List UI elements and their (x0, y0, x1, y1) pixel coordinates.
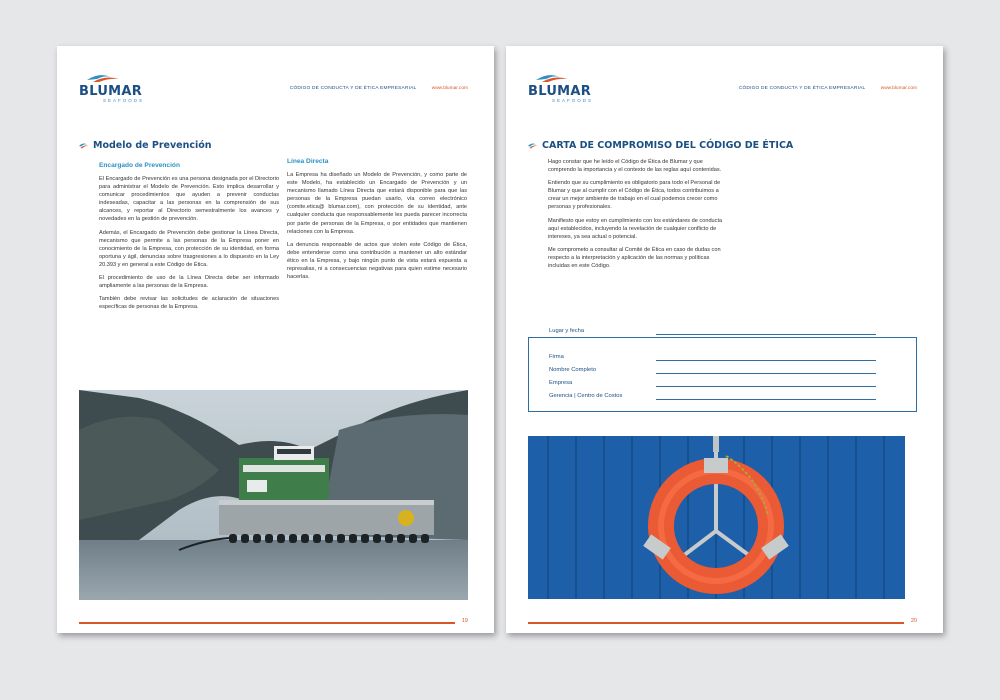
wave-bullet-icon (528, 142, 538, 149)
form-row-empresa (549, 380, 876, 390)
paragraph: La denuncia responsable de actos que violen este Código de Ética, debe entenderse como una contribución a mantener un alto estándar ético en la Empresa, y bajo ningún punto de vista estará expuesta a represalias, ni a consecuencias negativas para quien estime necesario hacerlas. (287, 241, 467, 281)
section-title (79, 140, 212, 151)
page-header (290, 86, 468, 92)
blumar-logo (528, 72, 598, 104)
form-label: Nombre Completo (549, 367, 597, 373)
wave-bullet-icon (79, 142, 89, 149)
page-number: 19 (461, 618, 468, 624)
column-encargado (99, 162, 279, 316)
form-label: Lugar y fecha (549, 328, 585, 334)
paragraph: Manifiesto que estoy en cumplimiento con los estándares de conducta aquí establecidos, incluyendo la revelación de cualquier conflicto de intereses, ya sea actual o potencial. (548, 217, 723, 240)
sub-heading: Encargado de Prevención (99, 162, 180, 169)
form-row-lugar-fecha (549, 328, 876, 348)
form-input-line[interactable] (656, 334, 876, 335)
wave-logo-icon (534, 72, 574, 84)
signature-form (528, 328, 917, 412)
logo-wordmark: BLUMAR (528, 84, 592, 99)
column-linea-directa (287, 158, 467, 286)
section-title-text: Modelo de Prevención (93, 140, 212, 151)
form-label: Gerencia | Centro de Costos (549, 393, 623, 399)
footer-rule (528, 622, 904, 624)
section-title-text: CARTA DE COMPROMISO DEL CÓDIGO DE ÉTICA (542, 140, 794, 151)
paragraph: El procedimiento de uso de la Línea Directa debe ser informado ampliamente a las personas de la Empresa. (99, 275, 279, 290)
logo-tagline: SEAFOODS (552, 98, 594, 103)
form-row-nombre (549, 367, 876, 377)
logo-tagline: SEAFOODS (103, 98, 145, 103)
paragraph: Me comprometo a consultar al Comité de Ética en caso de dudas con respecto a la interpretación y aplicación de las normas y políticas incluidas en este Código. (548, 246, 721, 270)
page-header (739, 86, 917, 92)
document-page-right (506, 46, 943, 633)
section-title (528, 140, 793, 151)
form-input-line[interactable] (656, 399, 876, 400)
form-row-gerencia (549, 393, 876, 403)
paragraph: Entiendo que su cumplimiento es obligatorio para todo el Personal de Blumar y que al cumplir con el Código de Ética, todos contribuimos a crear un mejor ambiente de trabajo en el cual podemos crecer como personas y profesionales. (548, 180, 721, 211)
photo-lifebuoy (528, 436, 905, 599)
paragraph: Además, el Encargado de Prevención debe gestionar la Línea Directa, mecanismo que permite a las personas de la Empresa poner en conocimiento de la Empresa, con protección de su identidad, en forma oportuna y ágil, denuncias sobre trasgresiones a lo dispuesto en la Ley 20.393 y en general a este Código de Ética. (99, 229, 279, 268)
form-label: Firma (549, 354, 564, 360)
form-row-firma (549, 354, 876, 364)
header-url: www.blumar.com (431, 86, 468, 91)
document-page-left (57, 46, 494, 633)
photo-vessel (79, 390, 468, 600)
header-title: CÓDIGO DE CONDUCTA Y DE ÉTICA EMPRESARIAL (289, 86, 417, 91)
footer-rule (79, 622, 455, 624)
paragraph: Hago constar que he leído el Código de Ética de Blumar y que comprendo la importancia y el contexto de las reglas aquí contenidas. (548, 159, 722, 174)
paragraph: El Encargado de Prevención es una persona designada por el Directorio para administrar el Modelo de Prevención. Esto implica desarrollar y comunicar procedimientos que ayuden a prevenir conductas indeseadas, capacitar a las personas en la comprensión de sus alcances, y reportar al Directorio semestralmente los avances y novedades en la gestión de prevención. (99, 176, 279, 223)
paragraph: También debe revisar las solicitudes de aclaración de situaciones específicas de personas de la Empresa. (99, 296, 279, 311)
commitment-text (548, 158, 730, 275)
wave-logo-icon (85, 72, 125, 84)
form-label: Empresa (549, 380, 573, 386)
form-input-line[interactable] (656, 386, 876, 387)
header-title: CÓDIGO DE CONDUCTA Y DE ÉTICA EMPRESARIAL (738, 86, 866, 91)
blumar-logo (79, 72, 149, 104)
form-input-line[interactable] (656, 373, 876, 374)
form-input-line[interactable] (656, 360, 876, 361)
logo-wordmark: BLUMAR (79, 84, 143, 99)
header-url: www.blumar.com (880, 86, 917, 91)
sub-heading: Línea Directa (287, 158, 329, 165)
paragraph: La Empresa ha diseñado un Modelo de Prevención, y como parte de este Modelo, ha establecido un Encargado de Prevención y un mecanismo llamado Línea Directa que estará disponible para que las personas de la Empresa puedan usarlo, vía correo electrónico (comite.etica@ blumar.com), con protección de su identidad, ante cualquier conducta que responsablemente les pueda parecer incorrecta por parte de personas de la Empresa, o por entidades que mantienen relaciones con la Empresa. (287, 172, 467, 235)
page-number: 20 (910, 618, 917, 624)
